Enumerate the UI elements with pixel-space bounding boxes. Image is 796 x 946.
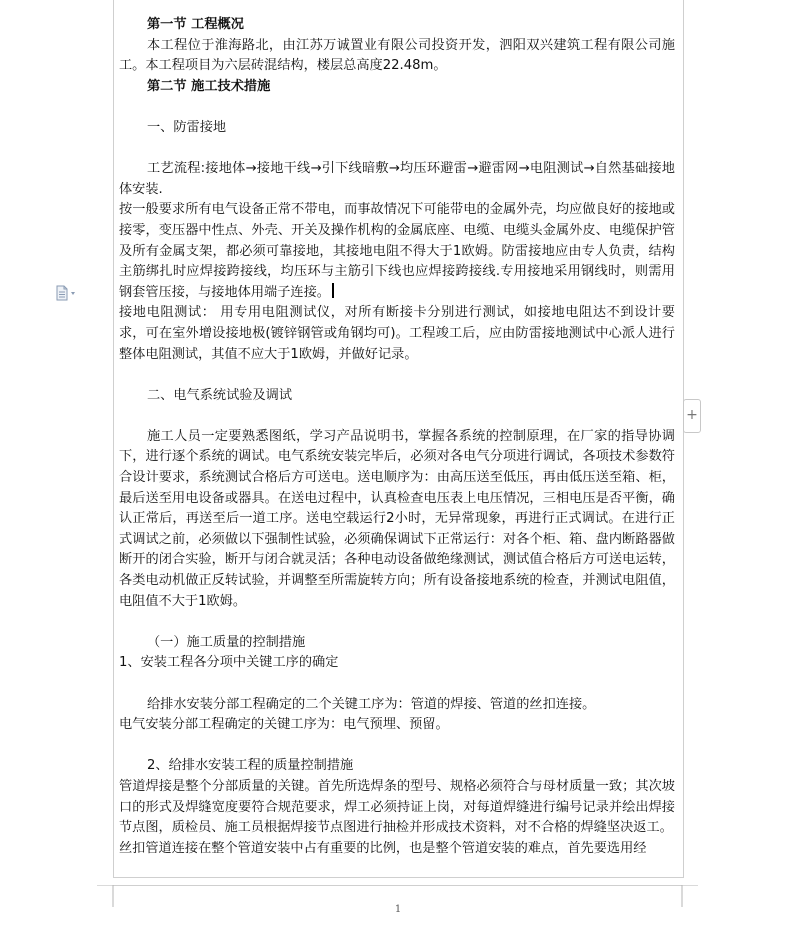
text-cursor (332, 283, 334, 298)
paragraph (119, 633, 675, 654)
section-heading (119, 77, 675, 98)
paragraph-text: （一）施工质量的控制措施 (147, 634, 306, 650)
paragraph-text: 给排水安装分部工程确定的二个关键工序为：管道的焊接、管道的丝扣连接。 (147, 696, 596, 712)
paragraph (119, 200, 675, 303)
paragraph (119, 653, 675, 674)
paragraph (119, 36, 675, 77)
paragraph (119, 715, 675, 736)
paragraph-text: 第一节 工程概况 (147, 17, 244, 32)
paragraph-text: 2、给排水安装工程的质量控制措施 (147, 758, 354, 774)
blank-line (119, 612, 675, 633)
paragraph-text: 丝扣管道连接在整个管道安装中占有重要的比例，也是整个管道安装的难点，首先要选用经 (119, 840, 647, 856)
paragraph (119, 303, 675, 365)
corner-mark-left (97, 885, 119, 907)
paragraph-text: 1、安装工程各分项中关键工序的确定 (119, 655, 339, 671)
blank-line (119, 674, 675, 695)
paragraph-text: 接地电阻测试： 用专用电阻测试仪，对所有断接卡分别进行测试，如接地电阻达不到设计要求，可在室外增设接地极(镀锌钢管或角钢均可)。工程竣工后，应由防雷接地测试中心派人进行整体电阻测试，其值不应大于1欧姆，并做好记录。 (119, 305, 675, 362)
blank-line (119, 97, 675, 118)
paragraph-text: 二、电气系统试验及调试 (147, 387, 293, 403)
paragraph (119, 159, 675, 200)
blank-line (119, 406, 675, 427)
paragraph-text: 电气安装分部工程确定的关键工序为：电气预埋、预留。 (119, 717, 449, 733)
section-heading (119, 15, 675, 36)
paragraph (119, 695, 675, 716)
paragraph-text: 施工人员一定要熟悉图纸，学习产品说明书，掌握各系统的控制原理，在厂家的指导协调下，进行逐个系统的调试。电气系统安装完毕后，必须对各电气分项进行调试，各项技术参数符合设计要求，系统测试合格后方可送电。送电顺序为：由高压送至低压，再由低压送至箱、柜，最后送至用电设备或器具。在送电过程中，认真检查电压表上电压情况，三相电压是否平衡，确认正常后，再送至后一道工序。送电空载运行2小时，无异常现象，再进行正式调试。在进行正式调试之前，必须做以下强制性试验，必须确保调试下正常运行：对各个柜、箱、盘内断路器做断开的闭合实验，断开与闭合就灵活；各种电动设备做绝缘测试，测试值合格后方可送电运转，各类电动机做正反转试验，并调整至所需旋转方向；所有设备接地系统的检查，并测试电阻值，电阻值不大于1欧姆。 (119, 428, 675, 609)
add-icon[interactable]: + (683, 399, 701, 433)
page-number: 1 (394, 904, 402, 915)
paragraph (119, 756, 675, 777)
paragraph (119, 427, 675, 612)
blank-line (119, 365, 675, 386)
paragraph-text: 按一般要求所有电气设备正常不带电，而事故情况下可能带电的金属外壳，均应做良好的接地或接零，变压器中性点、外壳、开关及操作机构的金属底座、电缆、电缆头金属外皮、电缆保护管及所有金属支架，都必须可靠接地，其接地电阻不得大于1欧姆。防雷接地应由专人负责，结构主筋绑扎时应焊接跨接线，均压环与主筋引下线也应焊接跨接线.专用接地采用钢线时，则需用钢套管压接，与接地体用端子连接。 (119, 202, 675, 300)
paragraph (119, 777, 675, 839)
document-body[interactable] (119, 15, 675, 859)
next-page (113, 885, 682, 946)
blank-line (119, 736, 675, 757)
paragraph (119, 118, 675, 139)
paragraph-text: 一、防雷接地 (147, 119, 227, 135)
paragraph (119, 386, 675, 407)
paragraph (119, 839, 675, 860)
paragraph-text: 管道焊接是整个分部质量的关键。首先所选焊条的型号、规格必须符合与母材质量一致；其次坡口的形式及焊缝宽度要符合规范要求，焊工必须持证上岗，对每道焊缝进行编号记录并绘出焊接节点图，质检员、施工员根据焊接节点图进行抽检并形成技术资料，对不合格的焊缝坚决返工。 (119, 778, 675, 836)
paragraph-text: 第二节 施工技术措施 (147, 78, 271, 94)
corner-mark-right (676, 885, 698, 907)
paragraph-text: 工艺流程:接地体→接地干线→引下线暗敷→均压环避雷→避雷网→电阻测试→自然基础接地体安装. (119, 161, 675, 197)
document-list-icon[interactable] (55, 285, 77, 301)
blank-line (119, 139, 675, 160)
paragraph-text: 本工程位于淮海路北，由江苏万诚置业有限公司投资开发，泗阳双兴建筑工程有限公司施工。本工程项目为六层砖混结构，楼层总高度22.48m。 (119, 37, 675, 74)
